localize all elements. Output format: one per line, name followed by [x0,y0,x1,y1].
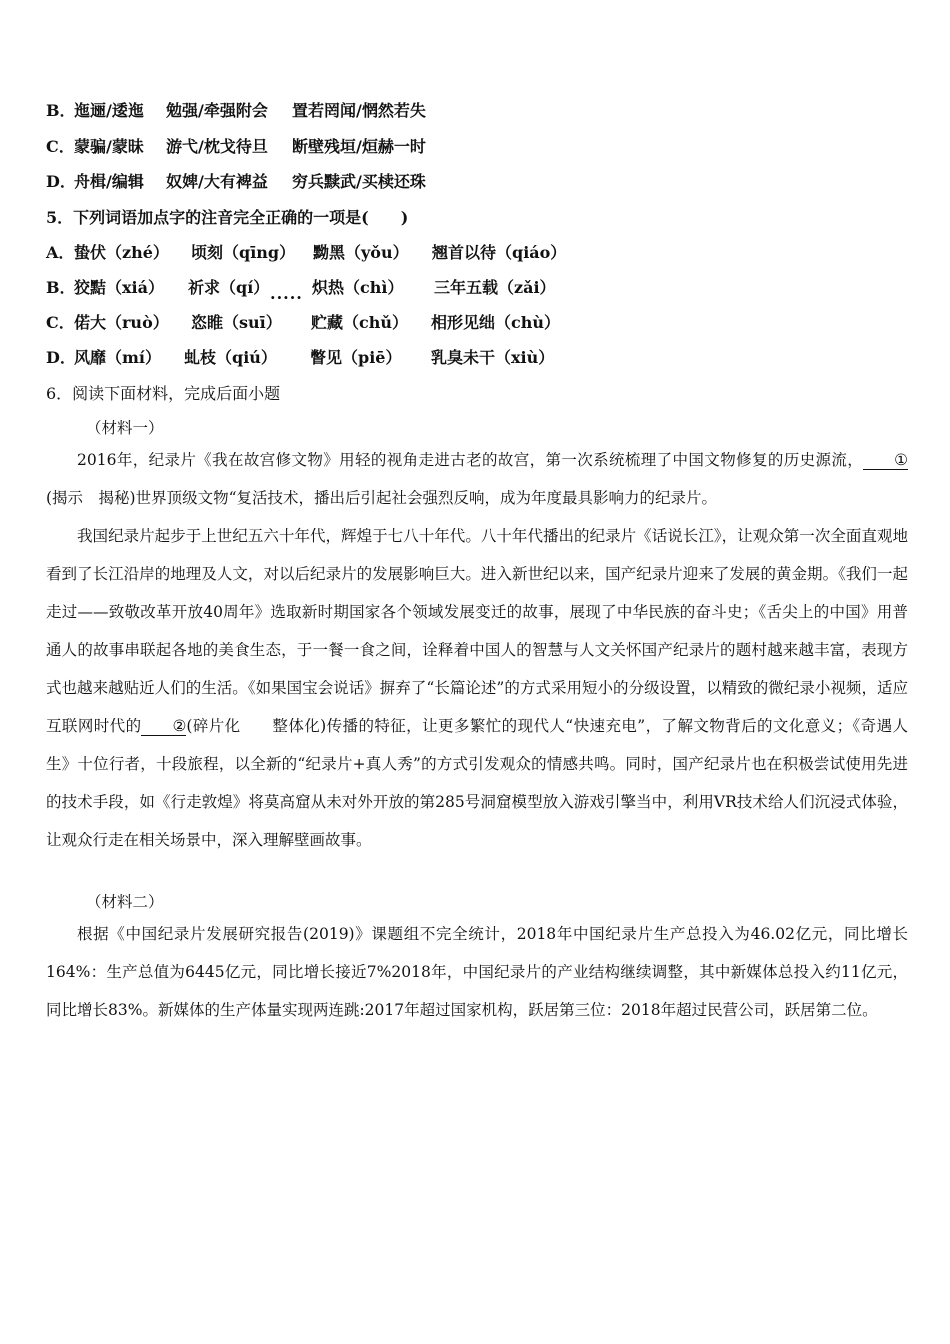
q5-option-c [46,312,560,334]
paragraph-2 [46,517,908,859]
paragraph-1-text-a: 2016年，纪录片《我在故宫修文物》用轻的视角走进古老的故宫，第一次系统梳理了中国文物修复的历史源流， [77,451,864,469]
word: 三年五载（zǎi） [434,278,556,297]
word: 虬枝（qiú） [184,348,277,367]
word-pair: 断壁残垣/烜赫一时 [292,137,426,156]
q4-option-d [46,171,426,193]
q5-option-a [46,242,566,264]
word-pair: 蒙骗/蒙昧 [74,137,144,156]
option-label: D． [46,348,76,367]
word: 偌大（ruò） [74,313,169,332]
word: 狡黠（xiá） [74,278,164,297]
option-label: C． [46,313,75,332]
paragraph-3: 根据《中国纪录片发展研究报告(2019)》课题组不完全统计，2018年中国纪录片生产总投入为46.02亿元，同比增长164%：生产总值为6445亿元，同比增长接近7%2018年，中国纪录片的产业结构继续调整，其中新媒体总投入约11亿元，同比增长83%。新媒体的生产体量实现两连跳:2017年超过国家机构，跃居第三位：2018年超过民营公司，跃居第二位。 [46,925,908,1019]
option-label: B． [46,278,76,297]
word: 恣睢（suī） [191,313,282,332]
word-pair: 置若罔闻/惘然若失 [292,101,426,120]
fill-blank-1: ① [863,451,908,470]
option-label: D． [46,172,76,191]
q6-intro: 6．阅读下面材料，完成后面小题 [46,384,281,403]
word-pair: 迤逦/逶迤 [74,101,144,120]
paragraph-1 [46,441,908,517]
word: 蛰伏（zhé） [74,243,169,262]
word: 瞥见（piē） [310,348,402,367]
word: 乳臭未干（xiù） [431,348,555,367]
emphasis-dots: ..... [270,284,303,303]
q5-option-b [46,277,556,303]
material-one-label: （材料一） [86,419,164,437]
word: 贮藏（chǔ） [311,313,409,332]
word-pair: 游弋/枕戈待旦 [166,137,268,156]
paragraph-2-text-b: (碎片化 整体化)传播的特征，让更多繁忙的现代人“快速充电”，了解文物背后的文化意义；《奇遇人生》十位行者，十段旅程，以全新的“纪录片+真人秀”的方式引发观众的情感共鸣。同时，国产纪录片也在积极尝试使用先进的技术手段，如《行走敦煌》将莫高窟从未对外开放的第285号洞窟模型放入游戏引擎当中，利用VR技术给人们沉浸式体验，让观众行走在相关场景中，深入理解壁画故事。 [46,717,908,849]
word: 相形见绌（chù） [431,313,561,332]
paragraph-1-text-b: (揭示 揭秘)世界顶级文物“复活技术，播出后引起社会强烈反响，成为年度最具影响力的纪录片。 [46,489,718,507]
word-pair: 奴婢/大有裨益 [166,172,268,191]
word: 祈求（qí） [188,278,270,297]
fill-blank-2: ② [141,717,186,736]
option-label: C． [46,137,75,156]
paragraph-2-text-a: 我国纪录片起步于上世纪五六十年代，辉煌于七八十年代。八十年代播出的纪录片《话说长江》，让观众第一次全面直观地看到了长江沿岸的地理及人文，对以后纪录片的发展影响巨大。进入新世纪以来，国产纪录片迎来了发展的黄金期。《我们一起走过——致敬改革开放40周年》选取新时期国家各个领域发展变迁的故事，展现了中华民族的奋斗史；《舌尖上的中国》用普通人的故事串联起各地的美食生态，于一餐一食之间，诠释着中国人的智慧与人文关怀国产纪录片的题村越来越丰富，表现方式也越来越贴近人们的生活。《如果国宝会说话》摒弃了“长篇论述”的方式采用短小的分级设置，以精致的微纪录小视频，适应互联网时代的 [46,527,908,735]
q4-option-b [46,100,426,122]
word: 炽热（chì） [312,278,404,297]
option-label: A． [46,243,75,262]
word-pair: 舟楫/编辑 [74,172,144,191]
word: 风靡（mí） [74,348,162,367]
word-pair: 勉强/牵强附会 [166,101,268,120]
option-label: B． [46,101,76,120]
material-two-label: （材料二） [86,893,164,911]
word: 顷刻（qīng） [191,243,296,262]
word: 黝黑（yǒu） [313,243,409,262]
q5-option-d [46,347,554,369]
q5-question: 5．下列词语加点字的注音完全正确的一项是( ) [46,208,409,227]
word-pair: 穷兵黩武/买椟还珠 [292,172,426,191]
q4-option-c [46,136,426,158]
word: 翘首以待（qiáo） [432,243,567,262]
